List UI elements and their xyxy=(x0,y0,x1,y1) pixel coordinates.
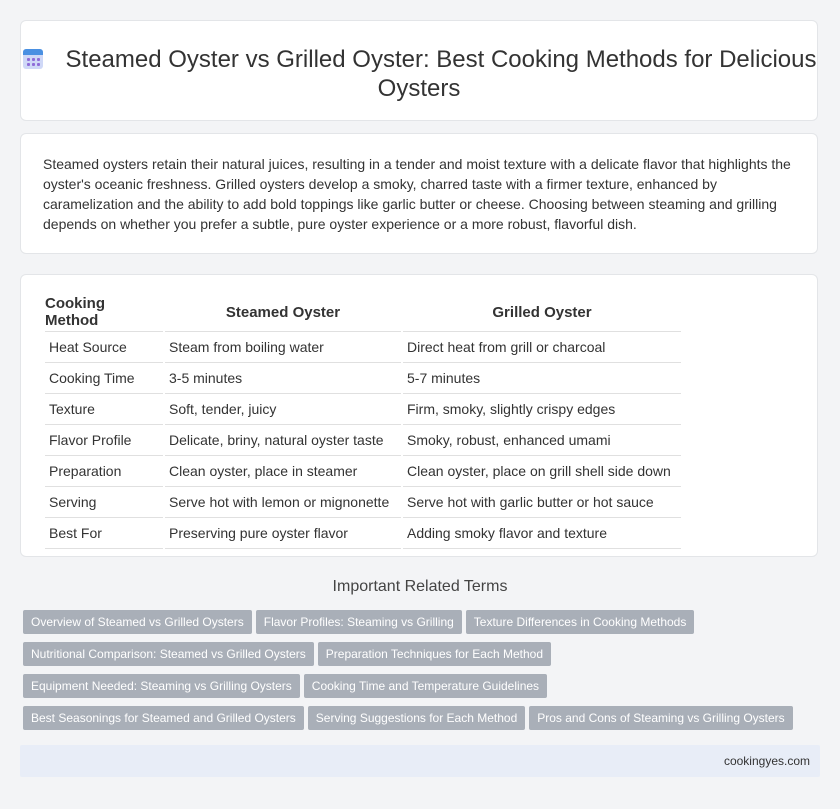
table-row xyxy=(45,518,681,549)
related-terms-title: Important Related Terms xyxy=(332,578,508,595)
related-terms-row xyxy=(23,706,813,738)
table-header-row xyxy=(45,295,681,332)
related-term-tag[interactable]: Equipment Needed: Steaming vs Grilling Oysters xyxy=(23,674,300,698)
table-cell: 3-5 minutes xyxy=(165,363,401,394)
related-term-tag[interactable]: Cooking Time and Temperature Guidelines xyxy=(304,674,547,698)
table-row xyxy=(45,394,681,425)
related-term-tag[interactable]: Preparation Techniques for Each Method xyxy=(318,642,551,666)
related-term-tag[interactable]: Serving Suggestions for Each Method xyxy=(308,706,525,730)
intro-card xyxy=(20,133,818,254)
table-cell: Direct heat from grill or charcoal xyxy=(403,332,681,363)
table-cell: Clean oyster, place on grill shell side down xyxy=(403,456,681,487)
table-cell: Soft, tender, juicy xyxy=(165,394,401,425)
table-row xyxy=(45,456,681,487)
header-steamed-oyster: Steamed Oyster xyxy=(165,295,401,332)
related-term-tag[interactable]: Best Seasonings for Steamed and Grilled Oysters xyxy=(23,706,304,730)
intro-paragraph: Steamed oysters retain their natural juices, resulting in a tender and moist texture with a delicate flavor that highlights the oyster's oceanic freshness. Grilled oysters develop a smoky, charred taste with a firmer texture, enhanced by caramelization and the ability to add bold toppings like garlic butter or cheese. Choosing between steaming and grilling depends on whether you prefer a subtle, pure oyster experience or a more robust, flavorful dish. xyxy=(43,156,791,232)
table-cell: Delicate, briny, natural oyster taste xyxy=(165,425,401,456)
header-cooking-method: Cooking Method xyxy=(45,295,163,332)
table-row xyxy=(45,363,681,394)
page-title-wrap xyxy=(21,45,817,103)
footer-site[interactable]: cookingyes.com xyxy=(723,754,810,768)
header-grilled-oyster: Grilled Oyster xyxy=(403,295,681,332)
table-cell: Steam from boiling water xyxy=(165,332,401,363)
table-row xyxy=(45,332,681,363)
table-cell: Preparation xyxy=(45,456,163,487)
table-cell: Preserving pure oyster flavor xyxy=(165,518,401,549)
table-cell: Serving xyxy=(45,487,163,518)
title-card xyxy=(20,20,818,121)
table-cell: Serve hot with garlic butter or hot sauce xyxy=(403,487,681,518)
comparison-card xyxy=(20,274,818,557)
table-cell: Flavor Profile xyxy=(45,425,163,456)
related-terms-row xyxy=(23,610,813,642)
table-cell: Cooking Time xyxy=(45,363,163,394)
table-cell: Serve hot with lemon or mignonette xyxy=(165,487,401,518)
table-cell: Best For xyxy=(45,518,163,549)
related-terms-list xyxy=(23,610,813,738)
calendar-icon xyxy=(22,48,44,70)
related-term-tag[interactable]: Flavor Profiles: Steaming vs Grilling xyxy=(256,610,462,634)
table-cell: Clean oyster, place in steamer xyxy=(165,456,401,487)
table-row xyxy=(45,425,681,456)
table-cell: Adding smoky flavor and texture xyxy=(403,518,681,549)
table-row xyxy=(45,487,681,518)
related-term-tag[interactable]: Nutritional Comparison: Steamed vs Grilled Oysters xyxy=(23,642,314,666)
table-cell: Texture xyxy=(45,394,163,425)
page-title: Steamed Oyster vs Grilled Oyster: Best Cooking Methods for Delicious Oysters xyxy=(65,46,817,102)
related-terms-row xyxy=(23,674,813,706)
table-cell: Heat Source xyxy=(45,332,163,363)
footer xyxy=(20,745,820,777)
related-term-tag[interactable]: Overview of Steamed vs Grilled Oysters xyxy=(23,610,252,634)
related-term-tag[interactable]: Pros and Cons of Steaming vs Grilling Oysters xyxy=(529,706,792,730)
table-cell: Firm, smoky, slightly crispy edges xyxy=(403,394,681,425)
comparison-table xyxy=(43,295,683,549)
table-cell: 5-7 minutes xyxy=(403,363,681,394)
related-terms-row xyxy=(23,642,813,674)
table-cell: Smoky, robust, enhanced umami xyxy=(403,425,681,456)
related-term-tag[interactable]: Texture Differences in Cooking Methods xyxy=(466,610,695,634)
